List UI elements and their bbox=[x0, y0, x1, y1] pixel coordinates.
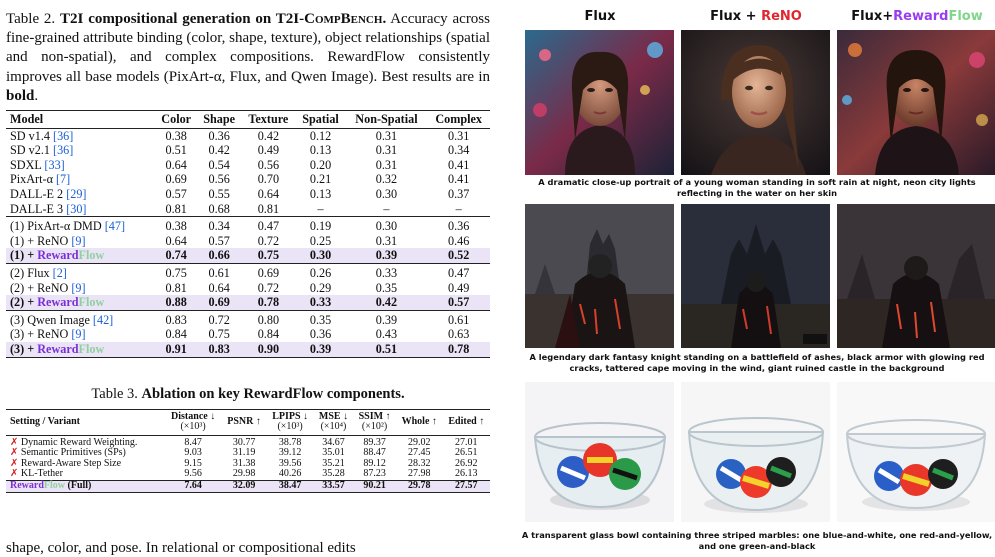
table2-cell: 0.35 bbox=[295, 310, 345, 327]
table2-cell: 0.42 bbox=[208, 143, 230, 158]
table2-cell: 0.61 bbox=[427, 310, 490, 327]
figure-caption-3: A transparent glass bowl containing three striped marbles: one blue-and-white, one red-and-yellow, and one green-and-black bbox=[521, 530, 993, 551]
table3-cell: 39.56 bbox=[278, 457, 302, 469]
table3-cell: 89.12 bbox=[363, 457, 386, 469]
table2-model: (1) PixArt-α DMD [47] bbox=[6, 217, 155, 234]
table3-cell: 38.47 bbox=[266, 481, 313, 493]
table2-cell: 0.36 bbox=[309, 327, 332, 342]
table2-model: PixArt-α [7] bbox=[10, 172, 71, 187]
table3-cell: 31.19 bbox=[232, 447, 256, 459]
table2-cell: 0.54 bbox=[208, 157, 230, 172]
table2-model: SD v1.4 [36] bbox=[10, 128, 74, 143]
image-rewardflow-portrait bbox=[837, 30, 995, 175]
table2-cell: 0.81 bbox=[165, 201, 187, 216]
table2-cell: 0.63 bbox=[448, 327, 470, 342]
table2-cell: 0.13 bbox=[309, 186, 332, 201]
table2-header: Color bbox=[155, 111, 197, 129]
table2-cell: 0.64 bbox=[208, 280, 230, 295]
table3-cell: 27.57 bbox=[443, 481, 490, 493]
table2-row bbox=[6, 234, 490, 249]
table2-cell: 0.34 bbox=[197, 217, 241, 234]
table2-cell: 0.70 bbox=[257, 172, 280, 187]
table3-cell: 38.78 bbox=[278, 436, 302, 448]
table3-cell: 40.26 bbox=[278, 468, 302, 480]
table2-cell: 0.12 bbox=[309, 128, 332, 143]
table3-cell: 35.01 bbox=[322, 447, 345, 459]
column-header-flux: Flux bbox=[584, 9, 616, 24]
table2-cell: 0.81 bbox=[165, 280, 187, 295]
image-reno-knight bbox=[681, 204, 830, 348]
table3-cell: 29.98 bbox=[232, 468, 256, 480]
table3-cell: 90.21 bbox=[353, 481, 396, 493]
table2-cell: 0.69 bbox=[241, 263, 295, 280]
citation[interactable]: [33] bbox=[44, 157, 65, 172]
table2-row bbox=[6, 342, 490, 357]
table2-row bbox=[6, 172, 490, 187]
table2-cell: 0.64 bbox=[165, 157, 187, 172]
table2-cell: 0.72 bbox=[197, 310, 241, 327]
table2-cell: 0.57 bbox=[208, 233, 230, 248]
table2-cell: 0.84 bbox=[257, 327, 280, 342]
table2-cell: 0.19 bbox=[295, 217, 345, 234]
table2-cell: 0.31 bbox=[375, 128, 398, 143]
image-flux-knight bbox=[525, 204, 674, 348]
image-rewardflow-knight bbox=[837, 204, 995, 348]
table3-cell: 35.21 bbox=[322, 457, 345, 469]
table2-cell: 0.33 bbox=[295, 295, 345, 310]
image-flux-bowl bbox=[525, 382, 674, 522]
table2-header: Complex bbox=[427, 111, 490, 129]
citation[interactable]: [29] bbox=[66, 186, 87, 201]
table2-header: Spatial bbox=[295, 111, 345, 129]
table3-cell: 87.23 bbox=[363, 468, 386, 480]
table2-cell: 0.43 bbox=[375, 327, 398, 342]
table3-cell: 27.01 bbox=[455, 436, 478, 448]
table2-cell: 0.36 bbox=[208, 128, 230, 143]
table2-cell: 0.47 bbox=[241, 217, 295, 234]
table3-cell: 26.51 bbox=[455, 447, 478, 459]
column-header-reno: Flux + ReNO bbox=[710, 9, 802, 24]
table2-model: SD v2.1 [36] bbox=[10, 143, 74, 158]
table2 bbox=[6, 110, 490, 358]
table3-row bbox=[6, 469, 490, 480]
table2-row bbox=[6, 202, 490, 217]
table2-model: (2) + ReNO [9] bbox=[10, 280, 86, 295]
table2-cell: 0.64 bbox=[257, 186, 280, 201]
table2-model: (3) + ReNO [9] bbox=[10, 327, 86, 342]
table2-row bbox=[6, 327, 490, 342]
table3-cell: 34.67 bbox=[322, 436, 345, 448]
cross-icon: ✗ bbox=[10, 436, 19, 448]
table2-cell: 0.56 bbox=[208, 172, 230, 187]
table2-cell: 0.68 bbox=[208, 201, 230, 216]
table2-model: (1) + ReNO [9] bbox=[10, 233, 86, 248]
table2-model: DALL-E 3 [30] bbox=[10, 201, 87, 216]
table2-cell: 0.42 bbox=[346, 295, 428, 310]
table2-cell: 0.52 bbox=[427, 248, 490, 263]
table2-cell: 0.72 bbox=[257, 233, 280, 248]
table2-cell: 0.31 bbox=[375, 233, 398, 248]
citation[interactable]: [9] bbox=[71, 280, 86, 295]
table2-cell: 0.30 bbox=[346, 217, 428, 234]
table3-cell: 7.64 bbox=[165, 481, 222, 493]
figure-caption-2: A legendary dark fantasy knight standing on a battlefield of ashes, black armor with glowing red cracks, tattered cape moving in the wind, giant ruined castle in the background bbox=[529, 352, 985, 373]
table2-cell: 0.51 bbox=[165, 143, 187, 158]
table3-variant: RewardFlow (Full) bbox=[6, 481, 165, 493]
table3-cell: 89.37 bbox=[363, 436, 386, 448]
table2-row bbox=[6, 143, 490, 158]
cross-icon: ✗ bbox=[10, 447, 19, 459]
table2-cell: 0.69 bbox=[197, 295, 241, 310]
table2-row bbox=[6, 310, 490, 327]
citation[interactable]: [47] bbox=[104, 219, 126, 234]
table2-cell: 0.25 bbox=[309, 233, 332, 248]
table2-cell: 0.55 bbox=[208, 186, 230, 201]
table3-cell: 26.92 bbox=[455, 457, 478, 469]
citation[interactable]: [36] bbox=[53, 143, 74, 158]
citation[interactable]: [30] bbox=[66, 201, 87, 216]
table2-model: DALL-E 2 [29] bbox=[10, 186, 87, 201]
table3-cell: 9.03 bbox=[184, 447, 202, 459]
body-text: shape, color, and pose. In relational or compositional edits bbox=[6, 540, 356, 556]
table2-row bbox=[6, 248, 490, 263]
table3-header: MSE ↓ (×10⁴) bbox=[314, 409, 353, 435]
citation[interactable]: [42] bbox=[92, 312, 114, 327]
table3-header: LPIPS ↓ (×10³) bbox=[266, 409, 313, 435]
table2-cell: 0.30 bbox=[295, 248, 345, 263]
table2-cell: 0.39 bbox=[346, 248, 428, 263]
table2-cell: 0.39 bbox=[346, 310, 428, 327]
table3-header: Edited ↑ bbox=[443, 409, 490, 435]
table3-cell: 9.15 bbox=[184, 457, 202, 469]
table3-variant: ✗ KL-Tether bbox=[10, 468, 63, 480]
table2-label: Table 2. bbox=[6, 11, 56, 27]
table2-cell: 0.83 bbox=[197, 342, 241, 357]
table3-cell: 27.98 bbox=[408, 468, 431, 480]
table2-model: (1) + RewardFlow bbox=[6, 248, 155, 263]
citation[interactable]: [7] bbox=[56, 172, 71, 187]
table2-cell: 0.42 bbox=[257, 128, 280, 143]
table2-cell: 0.80 bbox=[241, 310, 295, 327]
table2-cell: 0.90 bbox=[241, 342, 295, 357]
table2-cell: 0.13 bbox=[309, 143, 332, 158]
table2-cell: 0.31 bbox=[448, 128, 470, 143]
table2-cell: 0.75 bbox=[155, 263, 197, 280]
table2-cell: 0.75 bbox=[241, 248, 295, 263]
table3-header: PSNR ↑ bbox=[222, 409, 267, 435]
table2-cell: 0.56 bbox=[257, 157, 280, 172]
table2-title: T2I compositional generation on T2I-CompBench. bbox=[60, 11, 387, 27]
table2-cell: 0.91 bbox=[155, 342, 197, 357]
table3-cell: 88.47 bbox=[363, 447, 386, 459]
table3-header: Distance ↓ (×10³) bbox=[165, 409, 222, 435]
table3-cell: 39.12 bbox=[278, 447, 302, 459]
table2-cell: 0.32 bbox=[375, 172, 398, 187]
table2-model: (3) Qwen Image [42] bbox=[6, 310, 155, 327]
table2-row bbox=[6, 128, 490, 143]
table2-cell: 0.69 bbox=[165, 172, 187, 187]
table2-row bbox=[6, 281, 490, 296]
table3-label: Table 3. bbox=[91, 385, 138, 402]
table3-row-full bbox=[6, 481, 490, 493]
image-reno-bowl bbox=[681, 382, 830, 522]
table2-cell: 0.38 bbox=[165, 128, 187, 143]
table2-model: SDXL [33] bbox=[10, 157, 65, 172]
table2-row bbox=[6, 263, 490, 280]
table3-variant: ✗ Reward-Aware Step Size bbox=[10, 457, 122, 469]
cross-icon: ✗ bbox=[10, 457, 19, 469]
table2-header: Non-Spatial bbox=[346, 111, 428, 129]
table2-cell: 0.72 bbox=[257, 280, 280, 295]
table3-cell: 27.45 bbox=[408, 447, 431, 459]
table3-cell: 26.13 bbox=[455, 468, 478, 480]
table3-header: SSIM ↑ (×10²) bbox=[353, 409, 396, 435]
table3-cell: 29.78 bbox=[396, 481, 443, 493]
figure-caption-1: A dramatic close-up portrait of a young woman standing in soft rain at night, neon city lights reflecting in the water on her skin bbox=[538, 177, 976, 198]
table3-cell: 33.57 bbox=[314, 481, 353, 493]
table2-cell: 0.34 bbox=[448, 143, 470, 158]
table2-cell: – bbox=[317, 201, 324, 216]
table3 bbox=[6, 409, 490, 493]
citation[interactable]: [9] bbox=[71, 327, 86, 342]
table2-header: Model bbox=[6, 111, 155, 129]
table3-title: Ablation on key RewardFlow components. bbox=[141, 385, 405, 402]
table2-cell: 0.20 bbox=[309, 157, 332, 172]
table3-cell: 28.32 bbox=[408, 457, 431, 469]
table2-cell: 0.57 bbox=[427, 295, 490, 310]
table2-cell: 0.38 bbox=[155, 217, 197, 234]
citation[interactable]: [2] bbox=[52, 265, 67, 280]
table2-cell: 0.88 bbox=[155, 295, 197, 310]
table2-cell: 0.29 bbox=[309, 280, 332, 295]
table2-row bbox=[6, 187, 490, 202]
table2-cell: 0.78 bbox=[427, 342, 490, 357]
table3-header: Setting / Variant bbox=[6, 409, 165, 435]
cross-icon: ✗ bbox=[10, 468, 19, 480]
table3-cell: 30.77 bbox=[232, 436, 256, 448]
table2-cell: 0.57 bbox=[165, 186, 187, 201]
citation[interactable]: [36] bbox=[53, 128, 74, 143]
table2-cell: 0.81 bbox=[257, 201, 280, 216]
table2-cell: 0.31 bbox=[375, 143, 398, 158]
table2-cell: 0.83 bbox=[155, 310, 197, 327]
table2-cell: 0.78 bbox=[241, 295, 295, 310]
figure-panel bbox=[519, 0, 995, 557]
table2-cell: 0.33 bbox=[346, 263, 428, 280]
table2-cell: 0.37 bbox=[448, 186, 470, 201]
table2-cell: – bbox=[383, 201, 390, 216]
table2-cell: 0.66 bbox=[197, 248, 241, 263]
table2-cell: 0.61 bbox=[197, 263, 241, 280]
table2-cell: – bbox=[455, 201, 462, 216]
table2-cell: 0.21 bbox=[309, 172, 332, 187]
table3-cell: 35.28 bbox=[322, 468, 345, 480]
table2-caption: Table 2. T2I compositional generation on T2I-CompBench. Accuracy across fine-grained attribute binding (color, shape, texture), object relationships (spatial and non-spatial), and complex compositions. RewardFlow consistently improves all base models (PixArt-α, Flux, and Qwen Image). Best results are in bold. bbox=[6, 11, 490, 104]
citation[interactable]: [9] bbox=[71, 233, 86, 248]
table2-caption-bold: bold bbox=[6, 87, 35, 104]
table3-variant: ✗ Semantic Primitives (SPs) bbox=[10, 447, 126, 459]
table2-cell: 0.49 bbox=[448, 280, 470, 295]
table2-cell: 0.35 bbox=[375, 280, 398, 295]
table3-cell: 31.38 bbox=[232, 457, 256, 469]
table2-row bbox=[6, 295, 490, 310]
table2-cell: 0.49 bbox=[257, 143, 280, 158]
table3-header: Whole ↑ bbox=[396, 409, 443, 435]
table2-cell: 0.30 bbox=[375, 186, 398, 201]
table3-cell: 29.02 bbox=[408, 436, 431, 448]
table2-cell: 0.84 bbox=[165, 327, 187, 342]
table2-cell: 0.51 bbox=[346, 342, 428, 357]
table2-row bbox=[6, 217, 490, 234]
table2-model: (2) Flux [2] bbox=[6, 263, 155, 280]
table2-header: Shape bbox=[197, 111, 241, 129]
table2-header: Texture bbox=[241, 111, 295, 129]
table2-cell: 0.75 bbox=[208, 327, 230, 342]
table3-variant: ✗ Dynamic Reward Weighting. bbox=[10, 436, 138, 448]
table2-model: (3) + RewardFlow bbox=[6, 342, 155, 357]
image-flux-portrait bbox=[525, 30, 674, 175]
table2-cell: 0.46 bbox=[448, 233, 470, 248]
table3-caption bbox=[6, 386, 490, 403]
table2-cell: 0.31 bbox=[375, 157, 398, 172]
table2-caption-text: Accuracy across fine-grained attribute binding (color, shape, texture), object relationships (spatial and non-spatial), and complex compositions. RewardFlow consistently improves all base models (PixArt-α, Flux, and Qwen Image). Best results are in bbox=[6, 11, 490, 85]
table2-cell: 0.64 bbox=[165, 233, 187, 248]
image-reno-portrait bbox=[681, 30, 830, 175]
table2-cell: 0.39 bbox=[295, 342, 345, 357]
table3-cell: 9.56 bbox=[184, 468, 202, 480]
image-rewardflow-bowl bbox=[837, 382, 995, 522]
table2-cell: 0.74 bbox=[155, 248, 197, 263]
left-column bbox=[6, 0, 490, 493]
table2-cell: 0.41 bbox=[448, 172, 470, 187]
table2-cell: 0.26 bbox=[295, 263, 345, 280]
table3-cell: 8.47 bbox=[184, 436, 202, 448]
table2-cell: 0.41 bbox=[448, 157, 470, 172]
table2-row bbox=[6, 158, 490, 173]
table2-cell: 0.47 bbox=[427, 263, 490, 280]
column-header-rewardflow: Flux+RewardFlow bbox=[851, 9, 983, 24]
table2-model: (2) + RewardFlow bbox=[6, 295, 155, 310]
table2-cell: 0.36 bbox=[427, 217, 490, 234]
table3-cell: 32.09 bbox=[222, 481, 267, 493]
